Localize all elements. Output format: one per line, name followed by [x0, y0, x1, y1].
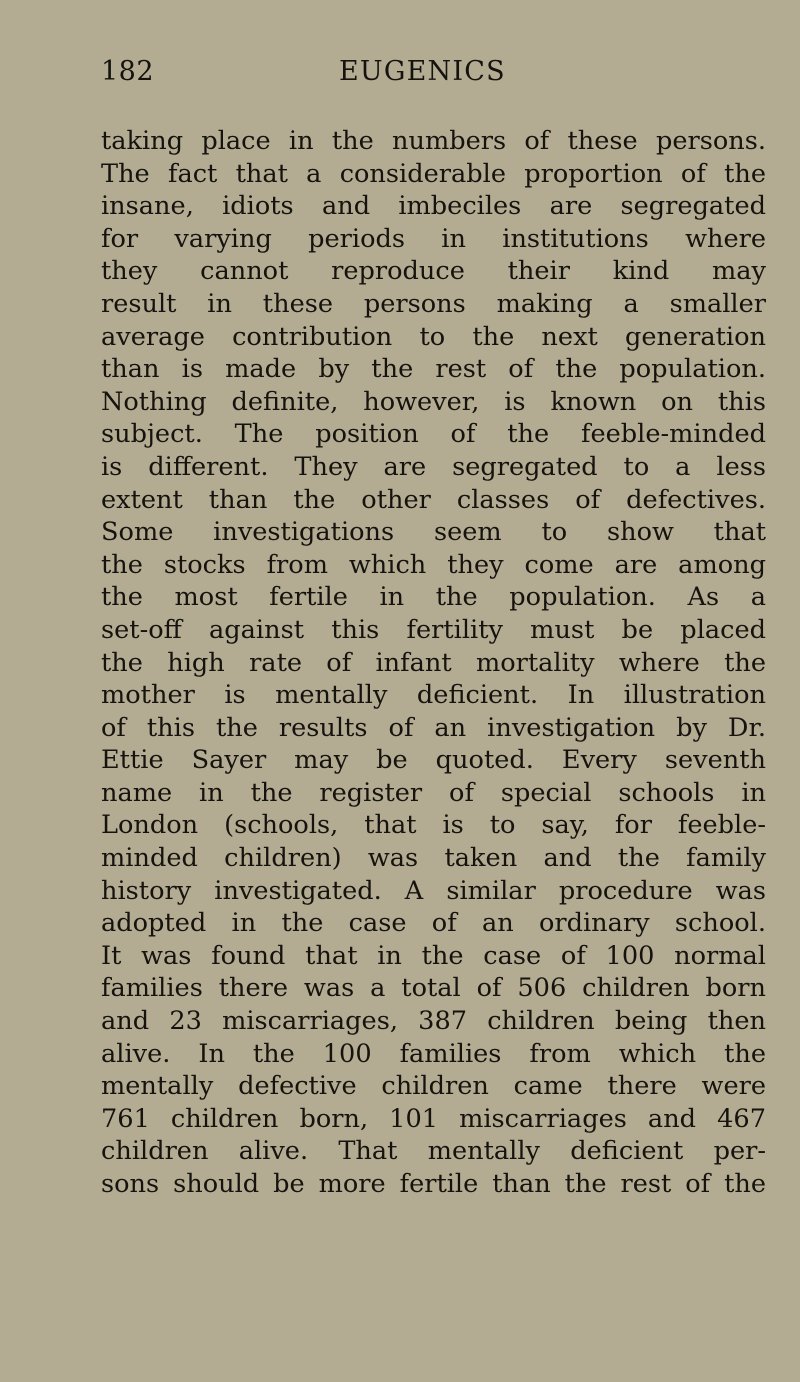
text-line: extent than the other classes of defectives. — [101, 484, 766, 515]
text-line: Nothing definite, however, is known on this — [101, 386, 766, 417]
text-line: the stocks from which they come are among — [101, 549, 766, 580]
page-number: 182 — [101, 56, 155, 87]
text-line: 761 children born, 101 miscarriages and 467 — [101, 1103, 766, 1134]
text-line: London (schools, that is to say, for feeble- — [101, 810, 766, 841]
text-line: average contribution to the next generation — [101, 321, 766, 352]
text-line: mentally defective children came there were — [101, 1071, 766, 1102]
running-title: EUGENICS — [339, 56, 506, 87]
text-line: history investigated. A similar procedure was — [101, 875, 766, 906]
text-line: adopted in the case of an ordinary school. — [101, 908, 766, 939]
text-line: result in these persons making a smaller — [101, 288, 766, 319]
text-line: mother is mentally deficient. In illustration — [101, 680, 766, 711]
text-line: the high rate of infant mortality where the — [101, 647, 766, 678]
text-line: sons should be more fertile than the rest of the — [101, 1169, 766, 1199]
text-line: Ettie Sayer may be quoted. Every seventh — [101, 745, 766, 776]
text-line: taking place in the numbers of these persons. — [101, 126, 766, 156]
text-line: subject. The position of the feeble-minded — [101, 419, 766, 450]
text-line: It was found that in the case of 100 normal — [101, 940, 766, 971]
text-line: than is made by the rest of the population. — [101, 354, 766, 385]
text-line: alive. In the 100 families from which the — [101, 1038, 766, 1069]
text-line: for varying periods in institutions where — [101, 223, 766, 254]
text-line: and 23 miscarriages, 387 children being then — [101, 1006, 766, 1037]
text-line: insane, idiots and imbeciles are segregated — [101, 191, 766, 222]
text-line: the most fertile in the population. As a — [101, 582, 766, 613]
text-line: The fact that a considerable proportion of the — [101, 158, 766, 189]
page-header — [101, 56, 701, 100]
text-line: Some investigations seem to show that — [101, 517, 766, 548]
text-line: they cannot reproduce their kind may — [101, 256, 766, 287]
body-text — [101, 125, 766, 1201]
text-line: minded children) was taken and the family — [101, 843, 766, 874]
text-line: set-off against this fertility must be placed — [101, 614, 766, 645]
text-line: name in the register of special schools in — [101, 777, 766, 808]
text-line: of this the results of an investigation by Dr. — [101, 712, 766, 743]
text-line: children alive. That mentally deficient per- — [101, 1136, 766, 1167]
text-line: is different. They are segregated to a less — [101, 451, 766, 482]
text-line: families there was a total of 506 children born — [101, 973, 766, 1004]
